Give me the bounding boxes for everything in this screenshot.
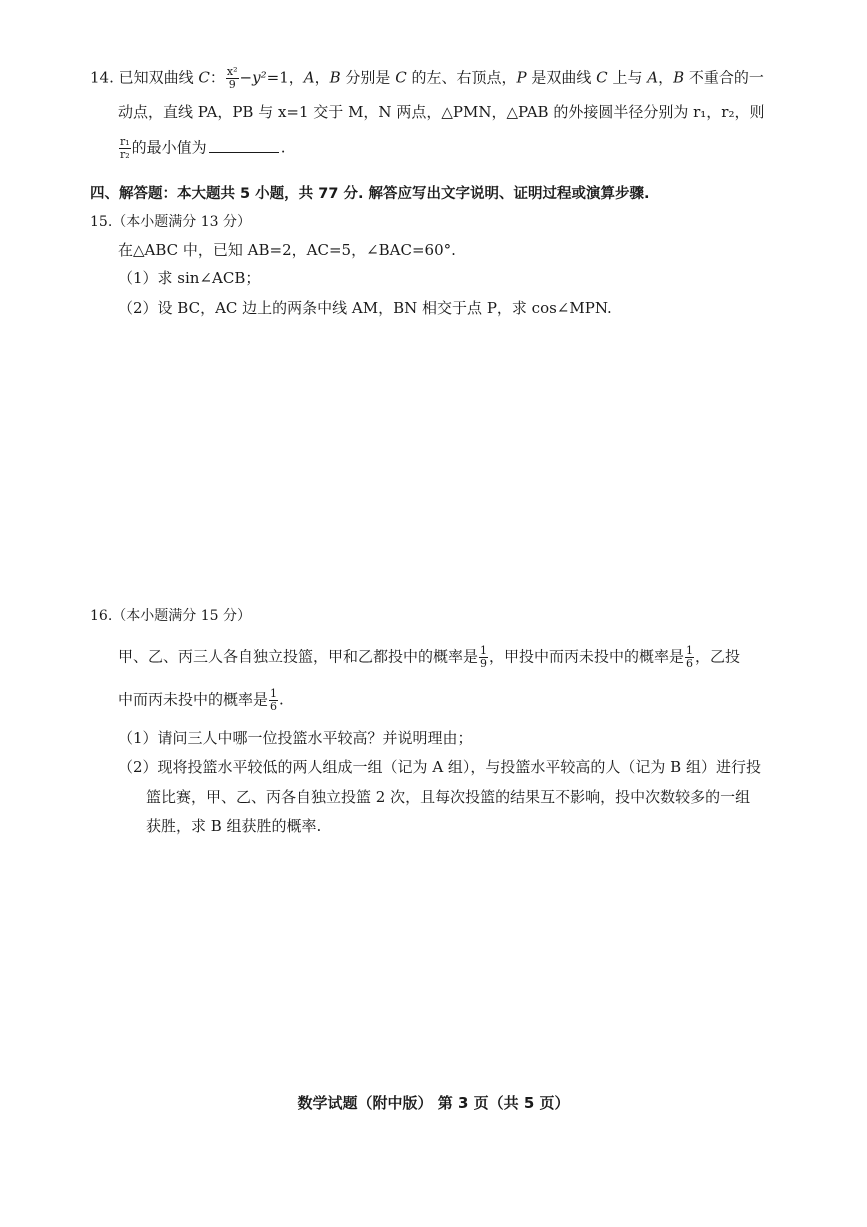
fraction-1-over-6-a: $\frac{1}{6}$ (686, 644, 694, 670)
q16-part-2-line-3: 获胜，求 B 组获胜的概率. (146, 817, 322, 835)
q14-min-text: 的最小值为 (131, 138, 207, 157)
q15-part-1: （1）求 sin∠ACB； (118, 269, 261, 287)
q16-line-2: 中而丙未投中的概率是 $\frac{1}{6}$ . (118, 687, 284, 713)
q16-header: 16.（本小题满分 15 分） (90, 608, 251, 624)
q14-text-e: 的左、右顶点， (411, 68, 517, 87)
var-y2: y² (252, 68, 267, 87)
q14-line-3: $\frac{\text{r₁}}{\text{r₂}}$ 的最小值为 . (120, 135, 286, 161)
q14-text-f: 是双曲线 (531, 68, 592, 87)
var-C: C (198, 68, 210, 87)
q15-header: 15.（本小题满分 13 分） (90, 214, 251, 230)
q15-given: 在△ABC 中，已知 AB=2，AC=5，∠BAC=60°. (118, 241, 456, 259)
q16-line-1: 甲、乙、丙三人各自独立投篮，甲和乙都投中的概率是 $\frac{1}{9}$ ，甲投中而丙未投中的概率是 $\frac{1}{6}$ ，乙投 (118, 644, 741, 670)
page-footer: 数学试题（附中版） 第 3 页（共 5 页） (297, 1094, 570, 1112)
q14-number: 14. (90, 68, 114, 87)
q16-part-2-line-2: 篮比赛，甲、乙、丙各自独立投篮 2 次，且每次投篮的结果互不影响，投中次数较多的一组 (146, 788, 751, 806)
q16-part-2-line-1: （2）现将投篮水平较低的两人组成一组（记为 A 组），与投篮水平较高的人（记为 B 组）进行投 (118, 758, 761, 776)
fraction-1-over-9: $\frac{1}{9}$ (480, 644, 488, 670)
q14-line-2: 动点，直线 PA，PB 与 x=1 交于 M，N 两点，△PMN，△PAB 的外接圆半径分别为 r₁，r₂，则 (118, 103, 765, 121)
answer-blank[interactable] (209, 138, 279, 153)
q14-line-1: 14. 已知双曲线 C： $\frac{\text{x²}}{9}$ −y²=1，A，B 分别是 C 的左、右顶点，P 是双曲线 C 上与 A，B 不重合的一 (90, 65, 764, 91)
fraction-1-over-6-b: $\frac{1}{6}$ (270, 687, 278, 713)
section-heading: 四、解答题：本大题共 5 小题，共 77 分. 解答应写出文字说明、证明过程或演算步骤. (90, 186, 650, 202)
q14-text-g: 上与 (612, 68, 643, 87)
fraction-x2-over-9: $\frac{\text{x²}}{9}$ (226, 65, 238, 91)
q14-text-d: 分别是 (345, 68, 391, 87)
q14-equals: =1， (266, 68, 304, 87)
minus-sign: − (239, 68, 253, 87)
fraction-r1-over-r2: $\frac{\text{r₁}}{\text{r₂}}$ (120, 135, 130, 161)
q14-text-a: 已知双曲线 (118, 68, 199, 87)
q16-part-1: （1）请问三人中哪一位投篮水平较高？并说明理由； (118, 729, 473, 747)
q14-text-h: 不重合的一 (688, 68, 764, 87)
q15-part-2: （2）设 BC，AC 边上的两条中线 AM，BN 相交于点 P，求 cos∠MPN. (118, 299, 612, 317)
